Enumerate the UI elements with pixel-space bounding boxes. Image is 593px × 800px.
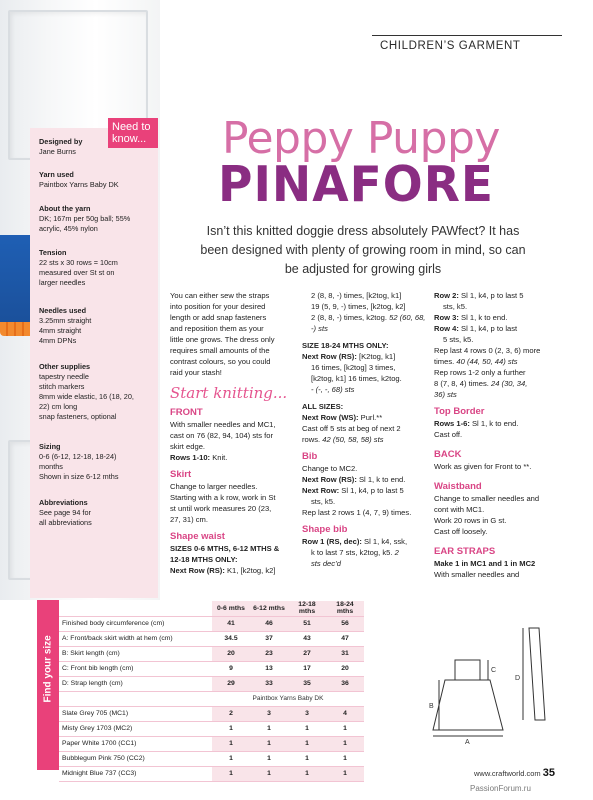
table-cell: 1 bbox=[326, 721, 364, 736]
table-cell: Finished body circumference (cm) bbox=[59, 616, 212, 631]
tension-block bbox=[39, 248, 154, 288]
row-text: Sl 1, k to end. bbox=[356, 475, 406, 484]
supplies-line: stitch markers bbox=[39, 382, 85, 391]
abbreviations-line: See page 94 for bbox=[39, 508, 91, 517]
body-line bbox=[302, 547, 427, 558]
sizing-line: 0-6 (6-12, 12-18, 18-24) bbox=[39, 452, 117, 461]
sizing-line: months bbox=[39, 462, 63, 471]
row-label: Next Row: bbox=[302, 486, 340, 495]
page-footer bbox=[474, 767, 555, 779]
row-label: Rows 1-6: bbox=[434, 419, 470, 428]
find-your-size-band bbox=[37, 600, 59, 770]
body-line bbox=[302, 434, 427, 445]
table-cell: 1 bbox=[212, 721, 250, 736]
stitch-count: - (-, -, 68) sts bbox=[311, 385, 355, 394]
table-cell: 47 bbox=[326, 631, 364, 646]
shape-bib-heading: Shape bib bbox=[302, 524, 348, 535]
label-b: B bbox=[429, 703, 434, 710]
back-heading: BACK bbox=[434, 449, 462, 460]
table-header-cell bbox=[59, 601, 212, 616]
body-text: rows. bbox=[302, 435, 321, 444]
size-note: 12-18 MTHS ONLY: bbox=[170, 555, 238, 564]
label-a: A bbox=[465, 739, 470, 745]
body-line: Make 1 in MC1 and 1 in MC2 bbox=[434, 559, 536, 568]
table-cell: 1 bbox=[212, 751, 250, 766]
body-line: 19 (5, 9, -) times, [k2tog, k2] bbox=[311, 302, 406, 311]
need-tab-line: Need to bbox=[112, 121, 151, 133]
table-cell: 36 bbox=[326, 676, 364, 691]
table-cell: 34.5 bbox=[212, 631, 250, 646]
stitch-count: 52 (60, 68, -) sts bbox=[311, 313, 426, 333]
body-line: contrast colours, so you could bbox=[170, 357, 271, 366]
table-header-cell: 12-18 mths bbox=[288, 601, 326, 616]
table-header-cell: 18-24 mths bbox=[326, 601, 364, 616]
needles-line: 3.25mm straight bbox=[39, 316, 92, 325]
body-line: Change to larger needles. bbox=[170, 482, 258, 491]
table-row bbox=[59, 736, 364, 751]
body-text: times. bbox=[434, 357, 455, 366]
body-line: Change to smaller needles and bbox=[434, 494, 540, 503]
tension-line: larger needles bbox=[39, 278, 86, 287]
table-cell: 20 bbox=[212, 646, 250, 661]
instruction-line bbox=[434, 290, 564, 301]
table-cell: Slate Grey 705 (MC1) bbox=[59, 706, 212, 721]
body-line: raid your stash! bbox=[170, 368, 222, 377]
row-text: Sl 1, k4, p to last 5 bbox=[339, 486, 404, 495]
instruction-line bbox=[302, 412, 427, 423]
body-line: 27, 31) cm. bbox=[170, 515, 208, 524]
page-number: 35 bbox=[542, 767, 556, 779]
instruction-line bbox=[170, 452, 295, 463]
designer-label: Designed by bbox=[39, 137, 83, 146]
row-label: Next Row (RS): bbox=[302, 352, 357, 361]
row-text: Sl 1, k to end. bbox=[469, 419, 519, 428]
needles-line: 4mm straight bbox=[39, 326, 82, 335]
table-cell: 1 bbox=[288, 766, 326, 781]
table-cell: 33 bbox=[250, 676, 288, 691]
pattern-column-1 bbox=[170, 290, 295, 576]
body-text: 2 (8, 8, -) times, k2tog. bbox=[311, 313, 387, 322]
title-line-2: PINAFORE bbox=[218, 155, 495, 214]
table-cell: A: Front/back skirt width at hem (cm) bbox=[59, 631, 212, 646]
abbreviations-label: Abbreviations bbox=[39, 498, 88, 507]
stitch-count: sts dec’d bbox=[311, 559, 341, 568]
table-cell: 1 bbox=[250, 736, 288, 751]
tension-label: Tension bbox=[39, 248, 67, 257]
instruction-line bbox=[302, 474, 427, 485]
designer-value: Jane Burns bbox=[39, 147, 76, 156]
table-cell: 27 bbox=[288, 646, 326, 661]
table-cell: 20 bbox=[326, 661, 364, 676]
table-row bbox=[59, 616, 364, 631]
row-label: Next Row (RS): bbox=[170, 566, 225, 575]
size-table bbox=[59, 601, 364, 782]
pattern-column-3 bbox=[434, 290, 564, 580]
row-label: Row 1 (RS, dec): bbox=[302, 537, 362, 546]
supplies-line: 8mm wide elastic, 16 (18, 20, bbox=[39, 392, 134, 401]
bib-heading: Bib bbox=[302, 451, 318, 462]
row-text: Sl 1, k4, p to last bbox=[458, 324, 518, 333]
body-line: and reposition them as your bbox=[170, 324, 264, 333]
table-cell: 35 bbox=[288, 676, 326, 691]
table-cell: 41 bbox=[212, 616, 250, 631]
table-row bbox=[59, 721, 364, 736]
size-note: ALL SIZES: bbox=[302, 402, 344, 411]
needles-label: Needles used bbox=[39, 306, 87, 315]
body-line: skirt edge. bbox=[170, 442, 206, 451]
body-text: k to last 7 sts, k2tog, k5. bbox=[311, 548, 393, 557]
watermark: PassionForum.ru bbox=[470, 784, 531, 793]
body-line: Work as given for Front to **. bbox=[434, 462, 532, 471]
table-cell: 1 bbox=[288, 751, 326, 766]
table-cell: 1 bbox=[250, 721, 288, 736]
ear-straps-heading: EAR STRAPS bbox=[434, 546, 496, 557]
yarn-heading-cell: Paintbox Yarns Baby DK bbox=[212, 691, 364, 706]
stitch-count: 2 bbox=[392, 548, 399, 557]
instruction-line bbox=[434, 418, 564, 429]
start-knitting-heading: Start knitting... bbox=[170, 384, 288, 402]
body-line: sts, k5. bbox=[443, 302, 468, 311]
size-note: SIZE 18-24 MTHS ONLY: bbox=[302, 341, 389, 350]
tension-line: measured over St st on bbox=[39, 268, 115, 277]
need-to-know-tab bbox=[108, 118, 158, 148]
table-row bbox=[59, 646, 364, 661]
table-row bbox=[59, 676, 364, 691]
supplies-line: tapestry needle bbox=[39, 372, 89, 381]
about-yarn-label: About the yarn bbox=[39, 204, 91, 213]
table-cell: 1 bbox=[288, 736, 326, 751]
about-yarn-block bbox=[39, 204, 154, 234]
table-cell: 2 bbox=[212, 706, 250, 721]
bib-outline bbox=[455, 660, 480, 680]
row-label: Next Row (WS): bbox=[302, 413, 359, 422]
body-line: little one grows. The dress only bbox=[170, 335, 275, 344]
table-cell: 1 bbox=[326, 736, 364, 751]
pattern-column-2 bbox=[302, 290, 427, 569]
row-text: [K2tog, k1] bbox=[356, 352, 396, 361]
supplies-block bbox=[39, 362, 154, 422]
label-d: D bbox=[515, 675, 521, 682]
front-heading: FRONT bbox=[170, 407, 203, 418]
row-text: K1, [k2tog, k2] bbox=[224, 566, 276, 575]
body-line: length or add snap fasteners bbox=[170, 313, 267, 322]
table-row bbox=[59, 661, 364, 676]
instruction-line bbox=[434, 323, 564, 334]
table-cell: 1 bbox=[250, 751, 288, 766]
row-label: Row 4: bbox=[434, 324, 459, 333]
body-line: st until work measures 20 (23, bbox=[170, 504, 272, 513]
website-link[interactable]: www.craftworld.com bbox=[474, 769, 541, 778]
size-note: SIZES 0-6 MTHS, 6-12 MTHS & bbox=[170, 544, 280, 553]
body-line: [k2tog, k1] 16 times, k2tog. bbox=[311, 374, 402, 383]
row-text: Sl 1, k to end. bbox=[458, 313, 508, 322]
skirt-heading: Skirt bbox=[170, 469, 192, 480]
supplies-line: 22) cm long bbox=[39, 402, 78, 411]
body-line: Starting with a k row, work in St bbox=[170, 493, 276, 502]
table-cell: 56 bbox=[326, 616, 364, 631]
body-line: Rep last 2 rows 1 (4, 7, 9) times. bbox=[302, 508, 412, 517]
body-line: sts, k5. bbox=[311, 497, 336, 506]
body-line bbox=[302, 312, 427, 334]
row-text: Purl.** bbox=[358, 413, 383, 422]
row-label: Rows 1-10: bbox=[170, 453, 211, 462]
row-label: Next Row (RS): bbox=[302, 475, 357, 484]
about-yarn-line: acrylic, 45% nylon bbox=[39, 224, 98, 233]
top-border-heading: Top Border bbox=[434, 406, 485, 417]
table-header-row bbox=[59, 601, 364, 616]
body-line bbox=[434, 356, 564, 367]
section-heading: CHILDREN’S GARMENT bbox=[380, 40, 521, 52]
title-line-1: Peppy Puppy bbox=[222, 113, 500, 164]
sizing-block bbox=[39, 442, 154, 482]
table-cell: 37 bbox=[250, 631, 288, 646]
supplies-label: Other supplies bbox=[39, 362, 91, 371]
table-row bbox=[59, 706, 364, 721]
body-line: 16 times, [k2tog] 3 times, bbox=[311, 363, 396, 372]
table-cell: 9 bbox=[212, 661, 250, 676]
section-rule bbox=[372, 35, 562, 36]
abbreviations-block bbox=[39, 498, 154, 528]
stitch-count: 40 (44, 50, 44) sts bbox=[456, 357, 518, 366]
table-row bbox=[59, 691, 364, 706]
table-cell: 3 bbox=[288, 706, 326, 721]
table-cell: 23 bbox=[250, 646, 288, 661]
needles-line: 4mm DPNs bbox=[39, 336, 77, 345]
table-cell: 13 bbox=[250, 661, 288, 676]
garment-schematic bbox=[425, 620, 575, 745]
table-cell: Misty Grey 1703 (MC2) bbox=[59, 721, 212, 736]
table-cell: C: Front bib length (cm) bbox=[59, 661, 212, 676]
stitch-count: 24 (30, 34, bbox=[491, 379, 528, 388]
instruction-line bbox=[302, 351, 427, 362]
instruction-line bbox=[302, 485, 427, 496]
table-header-cell: 0-6 mths bbox=[212, 601, 250, 616]
body-line: requires small amounts of the bbox=[170, 346, 270, 355]
need-to-know-panel bbox=[30, 128, 158, 598]
table-row bbox=[59, 631, 364, 646]
stitch-count: 42 (50, 58, 58) sts bbox=[322, 435, 384, 444]
row-label: Row 2: bbox=[434, 291, 459, 300]
table-cell: 43 bbox=[288, 631, 326, 646]
table-cell: 51 bbox=[288, 616, 326, 631]
row-label: Row 3: bbox=[434, 313, 459, 322]
stitch-count: 36) sts bbox=[434, 390, 457, 399]
body-line: With smaller needles and bbox=[434, 570, 520, 579]
row-text: Sl 1, k4, p to last 5 bbox=[458, 291, 524, 300]
intro-text: Isn’t this knitted doggie dress absolutely PAWfect? It has been designed with plenty of growing room in mind, so can be adjusted for growing girls bbox=[200, 224, 526, 276]
yarn-label: Yarn used bbox=[39, 170, 74, 179]
about-yarn-line: DK; 167m per 50g ball; 55% bbox=[39, 214, 131, 223]
table-cell bbox=[59, 691, 212, 706]
body-line: You can either sew the straps bbox=[170, 291, 270, 300]
needles-block bbox=[39, 306, 154, 346]
table-cell: 17 bbox=[288, 661, 326, 676]
row-text: Sl 1, k4, ssk, bbox=[361, 537, 408, 546]
table-cell: 31 bbox=[326, 646, 364, 661]
table-cell: 3 bbox=[250, 706, 288, 721]
instruction-line bbox=[302, 536, 427, 547]
body-line: Cast off loosely. bbox=[434, 527, 488, 536]
tension-line: 22 sts x 30 rows = 10cm bbox=[39, 258, 118, 267]
table-cell: 46 bbox=[250, 616, 288, 631]
shape-waist-heading: Shape waist bbox=[170, 531, 225, 542]
body-line bbox=[434, 378, 564, 389]
supplies-line: snap fasteners, optional bbox=[39, 412, 117, 421]
body-line: 5 sts, k5. bbox=[443, 335, 474, 344]
table-cell: 1 bbox=[326, 766, 364, 781]
table-cell: 1 bbox=[212, 736, 250, 751]
strap-outline bbox=[529, 628, 545, 720]
need-tab-line: know... bbox=[112, 133, 147, 145]
table-row bbox=[59, 766, 364, 781]
instruction-line bbox=[170, 565, 295, 576]
table-cell: Bubblegum Pink 750 (CC2) bbox=[59, 751, 212, 766]
table-cell: 1 bbox=[288, 721, 326, 736]
body-line: Rep rows 1-2 only a further bbox=[434, 368, 526, 377]
table-cell: 1 bbox=[326, 751, 364, 766]
instruction-line bbox=[434, 312, 564, 323]
yarn-block bbox=[39, 170, 154, 190]
row-text: Knit. bbox=[210, 453, 228, 462]
body-line: into position for your desired bbox=[170, 302, 266, 311]
body-line: Work 20 rows in G st. bbox=[434, 516, 507, 525]
table-header-cell: 6-12 mths bbox=[250, 601, 288, 616]
table-row bbox=[59, 751, 364, 766]
table-cell: 1 bbox=[212, 766, 250, 781]
sizing-line: Shown in size 6-12 mths bbox=[39, 472, 119, 481]
table-cell: Paper White 1700 (CC1) bbox=[59, 736, 212, 751]
body-line: Change to MC2. bbox=[302, 464, 358, 473]
body-line: cont with MC1. bbox=[434, 505, 485, 514]
find-your-size-label: Find your size bbox=[42, 635, 54, 703]
sizing-label: Sizing bbox=[39, 442, 61, 451]
table-cell: D: Strap length (cm) bbox=[59, 676, 212, 691]
table-cell: 1 bbox=[250, 766, 288, 781]
table-cell: Midnight Blue 737 (CC3) bbox=[59, 766, 212, 781]
yarn-value: Paintbox Yarns Baby DK bbox=[39, 180, 119, 189]
table-cell: B: Skirt length (cm) bbox=[59, 646, 212, 661]
table-cell: 29 bbox=[212, 676, 250, 691]
body-line: Cast off 5 sts at beg of next 2 bbox=[302, 424, 401, 433]
body-line: Cast off. bbox=[434, 430, 463, 439]
body-line: 2 (8, 8, -) times, [k2tog, k1] bbox=[311, 291, 402, 300]
abbreviations-line: all abbreviations bbox=[39, 518, 92, 527]
body-line: Rep last 4 rows 0 (2, 3, 6) more bbox=[434, 346, 541, 355]
waistband-heading: Waistband bbox=[434, 481, 482, 492]
body-text: 8 (7, 8, 4) times. bbox=[434, 379, 489, 388]
body-line: cast on 76 (82, 94, 104) sts for bbox=[170, 431, 273, 440]
skirt-outline bbox=[433, 680, 503, 730]
body-line: With smaller needles and MC1, bbox=[170, 420, 276, 429]
label-c: C bbox=[491, 667, 497, 674]
table-cell: 4 bbox=[326, 706, 364, 721]
